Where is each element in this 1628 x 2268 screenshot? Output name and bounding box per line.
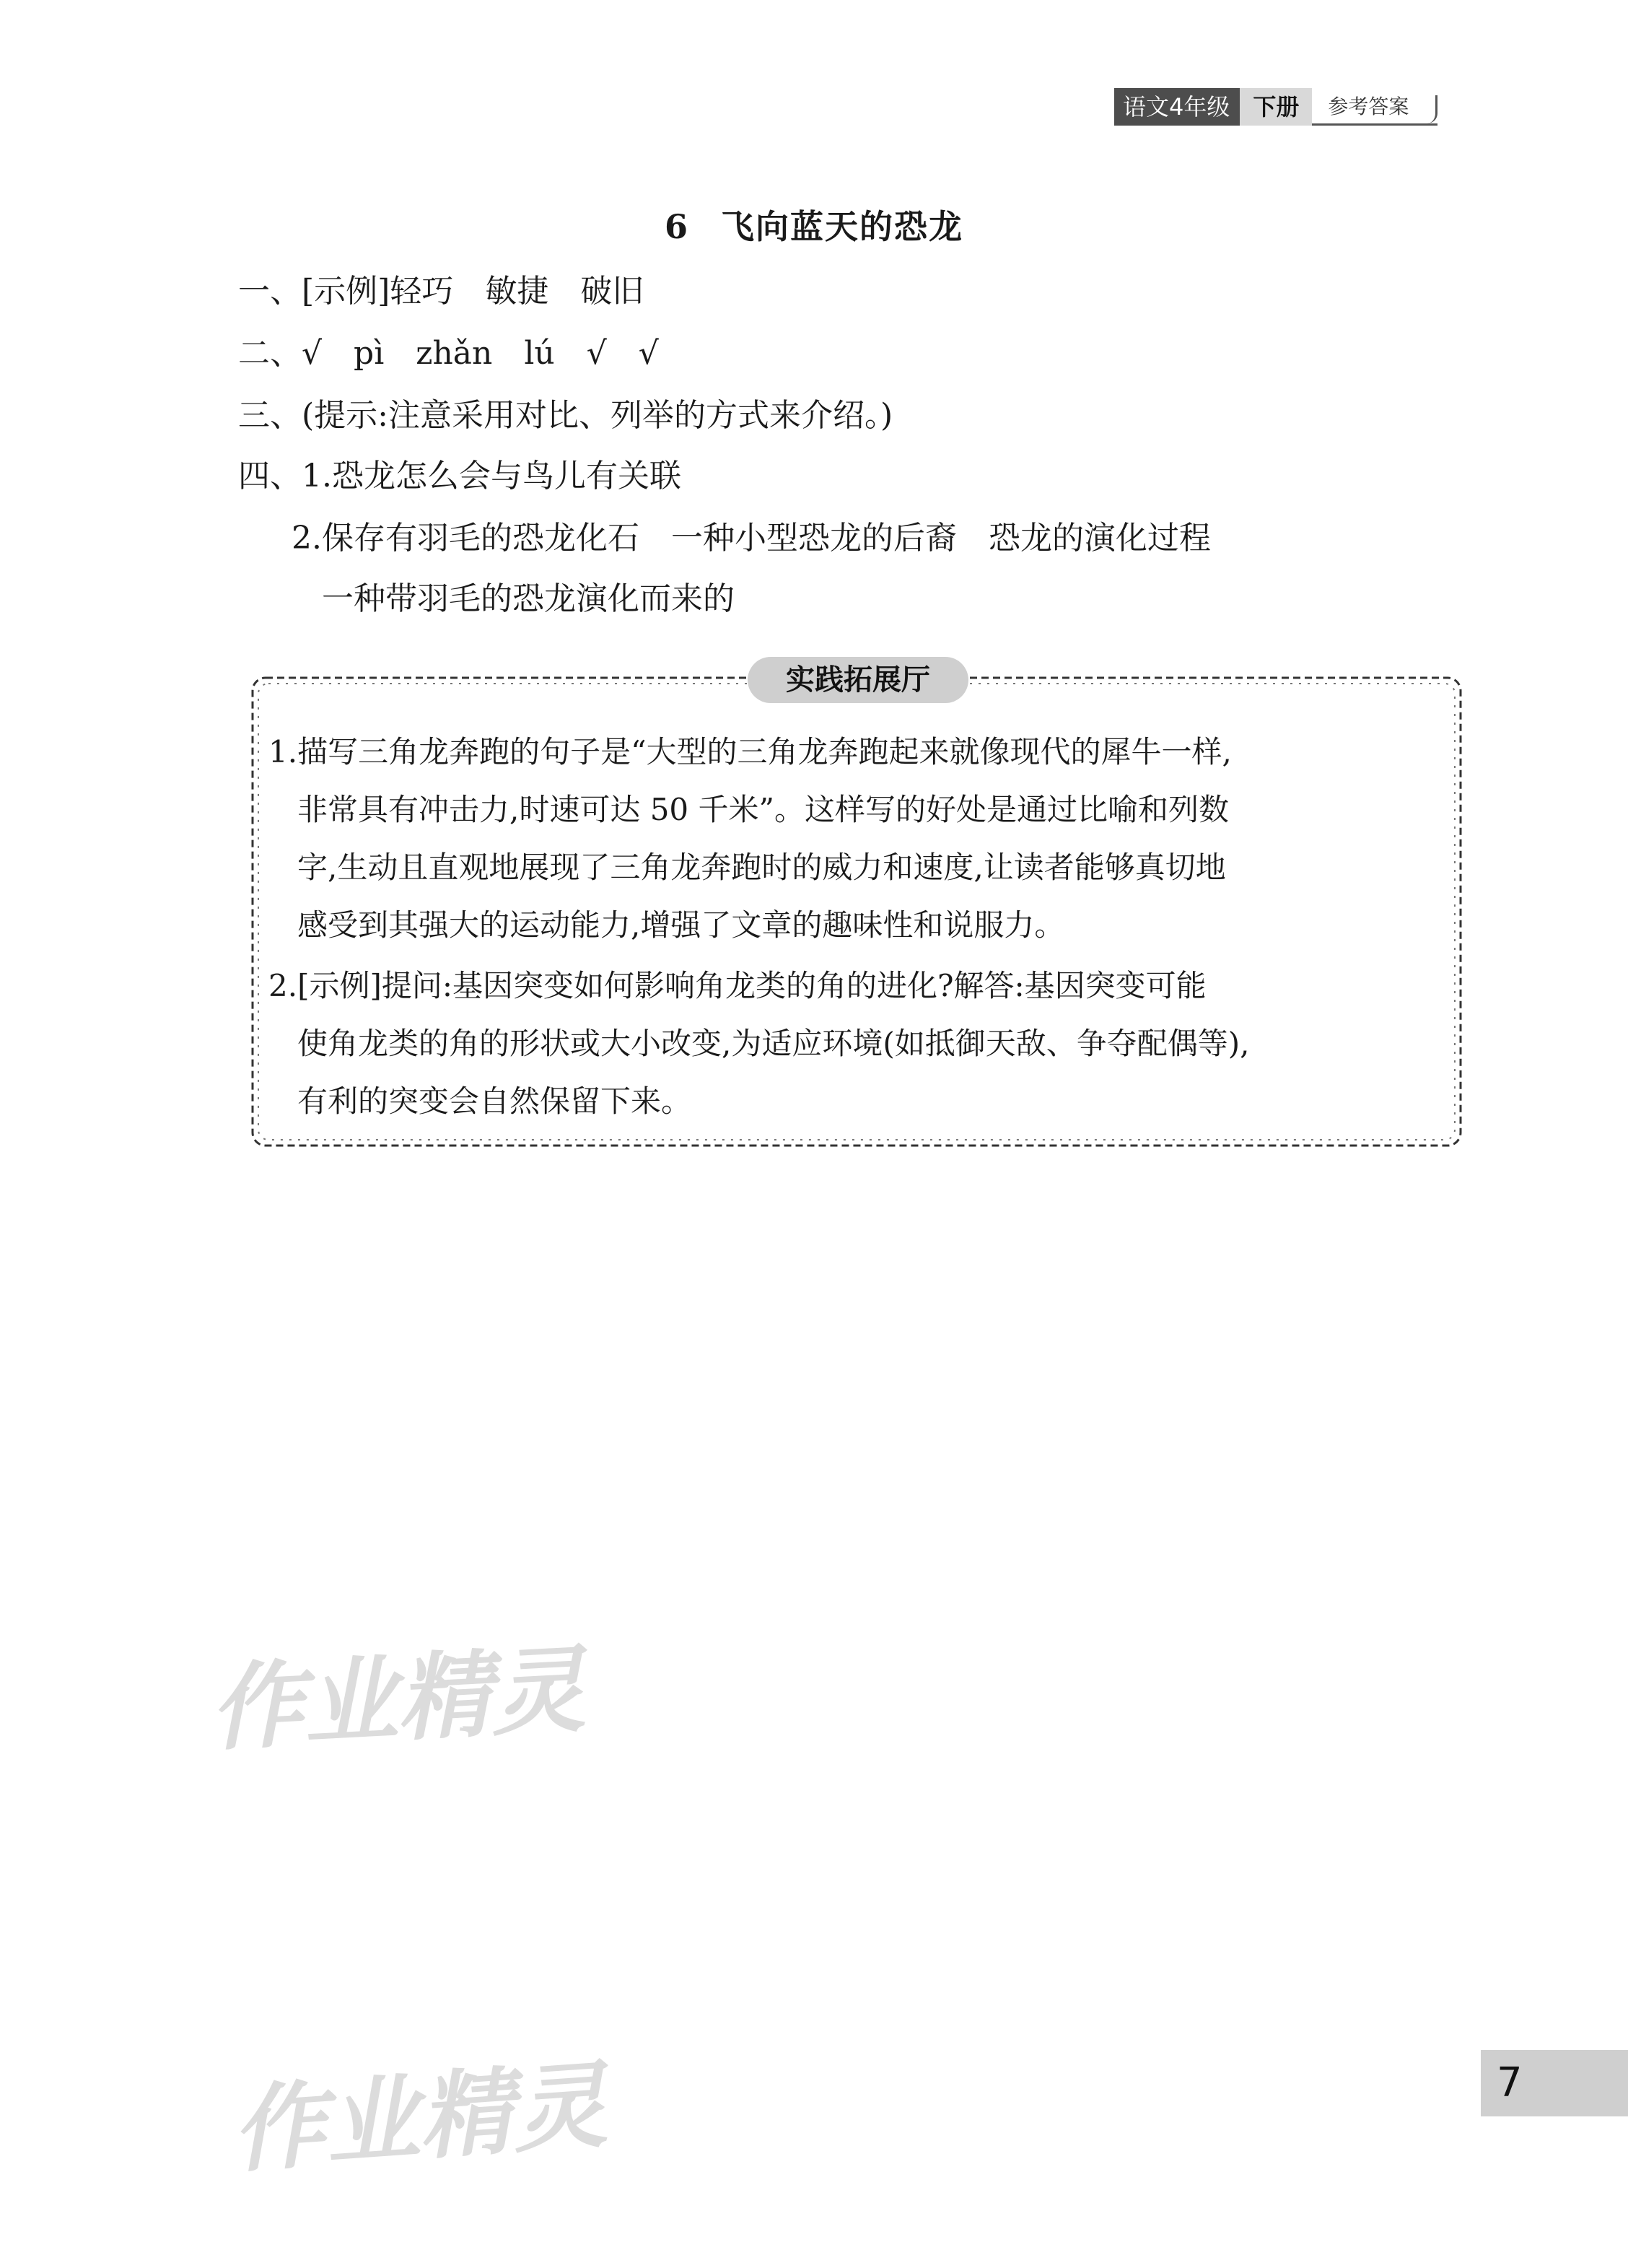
lesson-title	[0, 201, 1628, 248]
lesson-name: 飞向蓝天的恐龙	[721, 207, 963, 246]
practice-line: 非常具有冲击力,时速可达 50 千米”。这样写的好处是通过比喻和列数	[297, 792, 1229, 827]
watermark-logo: 作业精灵	[228, 2050, 610, 2186]
header-term: 下册	[1240, 88, 1312, 126]
practice-line: 感受到其强大的运动能力,增强了文章的趣味性和说服力。	[297, 907, 1065, 943]
answer-q4-2a: 2.保存有羽毛的恐龙化石 一种小型恐龙的后裔 恐龙的演化过程	[292, 520, 1211, 557]
lesson-number: 6	[664, 207, 689, 246]
answer-q3: 三、(提示:注意采用对比、列举的方式来介绍。)	[238, 397, 893, 434]
practice-line: 2.[示例]提问:基因突变如何影响角龙类的角的进化?解答:基因突变可能	[268, 968, 1207, 1003]
practice-line: 有利的突变会自然保留下来。	[297, 1083, 692, 1119]
page-header	[1114, 88, 1437, 126]
watermark-logo: 作业精灵	[206, 1634, 588, 1764]
answer-q4-1: 四、1.恐龙怎么会与鸟儿有关联	[238, 458, 681, 494]
answer-q1: 一、[示例]轻巧 敏捷 破旧	[238, 273, 644, 310]
page-number: 7	[1481, 2050, 1628, 2116]
header-answers-label: 参考答案	[1312, 88, 1437, 126]
practice-line: 1.描写三角龙奔跑的句子是“大型的三角龙奔跑起来就像现代的犀牛一样,	[268, 734, 1232, 769]
header-subject: 语文4年级	[1114, 88, 1240, 126]
practice-section-label: 实践拓展厅	[748, 657, 968, 703]
answer-q2: 二、√ pì zhǎn lú √ √	[238, 335, 659, 372]
practice-line: 字,生动且直观地展现了三角龙奔跑时的威力和速度,让读者能够真切地	[297, 850, 1226, 885]
practice-line: 使角龙类的角的形状或大小改变,为适应环境(如抵御天敌、争夺配偶等),	[297, 1026, 1250, 1061]
answer-q4-2b: 一种带羽毛的恐龙演化而来的	[322, 580, 735, 617]
